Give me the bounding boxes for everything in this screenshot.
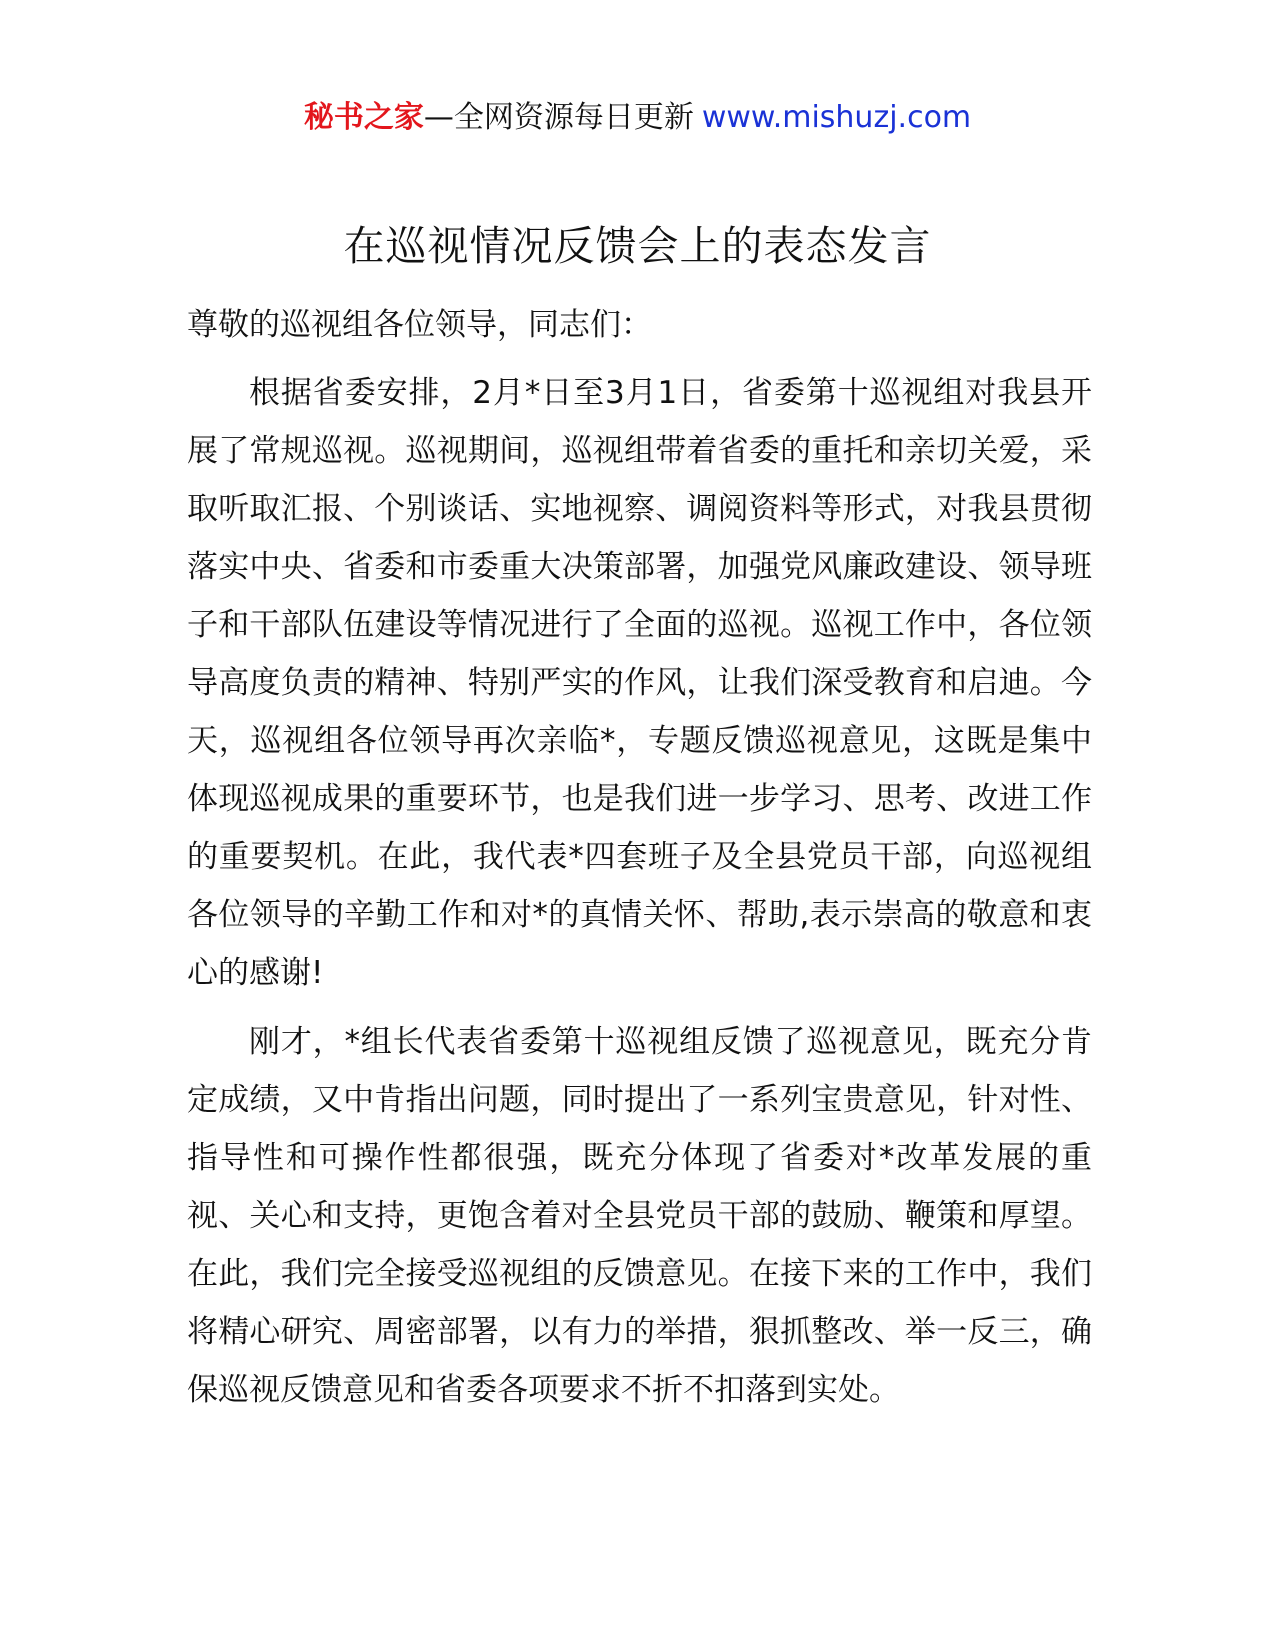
brand-name: 秘书之家 — [303, 100, 424, 135]
document-title: 在巡视情况反馈会上的表态发言 — [343, 222, 932, 270]
salutation: 尊敬的巡视组各位领导，同志们： — [187, 307, 652, 343]
site-url-link[interactable]: www.mishuzj.com — [701, 100, 972, 135]
header-tagline: —全网资源每日更新 — [423, 100, 694, 135]
body-paragraph-1: 根据省委安排，2月*日至3月1日，省委第十巡视组对我县开展了常规巡视。巡视期间，巡视组带着省委的重托和亲切关爱，采取听取汇报、个别谈话、实地视察、调阅资料等形式，对我县贯彻落实中央、省委和市委重大决策部署，加强党风廉政建设、领导班子和干部队伍建设等情况进行了全面的巡视。巡视工作中，各位领导高度负责的精神、特别严实的作风，让我们深受教育和启迪。今天，巡视组各位领导再次亲临*，专题反馈巡视意见，这既是集中体现巡视成果的重要环节，也是我们进一步学习、思考、改进工作的重要契机。在此，我代表*四套班子及全县党员干部，向巡视组各位领导的辛勤工作和对*的真情关怀、帮助,表示崇高的敬意和衷心的感谢! — [187, 375, 1092, 991]
body-paragraph-2: 刚才，*组长代表省委第十巡视组反馈了巡视意见，既充分肯定成绩，又中肯指出问题，同时提出了一系列宝贵意见，针对性、指导性和可操作性都很强，既充分体现了省委对*改革发展的重视、关心和支持，更饱含着对全县党员干部的鼓励、鞭策和厚望。在此，我们完全接受巡视组的反馈意见。在接下来的工作中，我们将精心研究、周密部署，以有力的举措，狠抓整改、举一反三，确保巡视反馈意见和省委各项要求不折不扣落到实处。 — [187, 1024, 1092, 1408]
document-body — [187, 296, 1092, 1430]
site-header — [0, 98, 1275, 138]
